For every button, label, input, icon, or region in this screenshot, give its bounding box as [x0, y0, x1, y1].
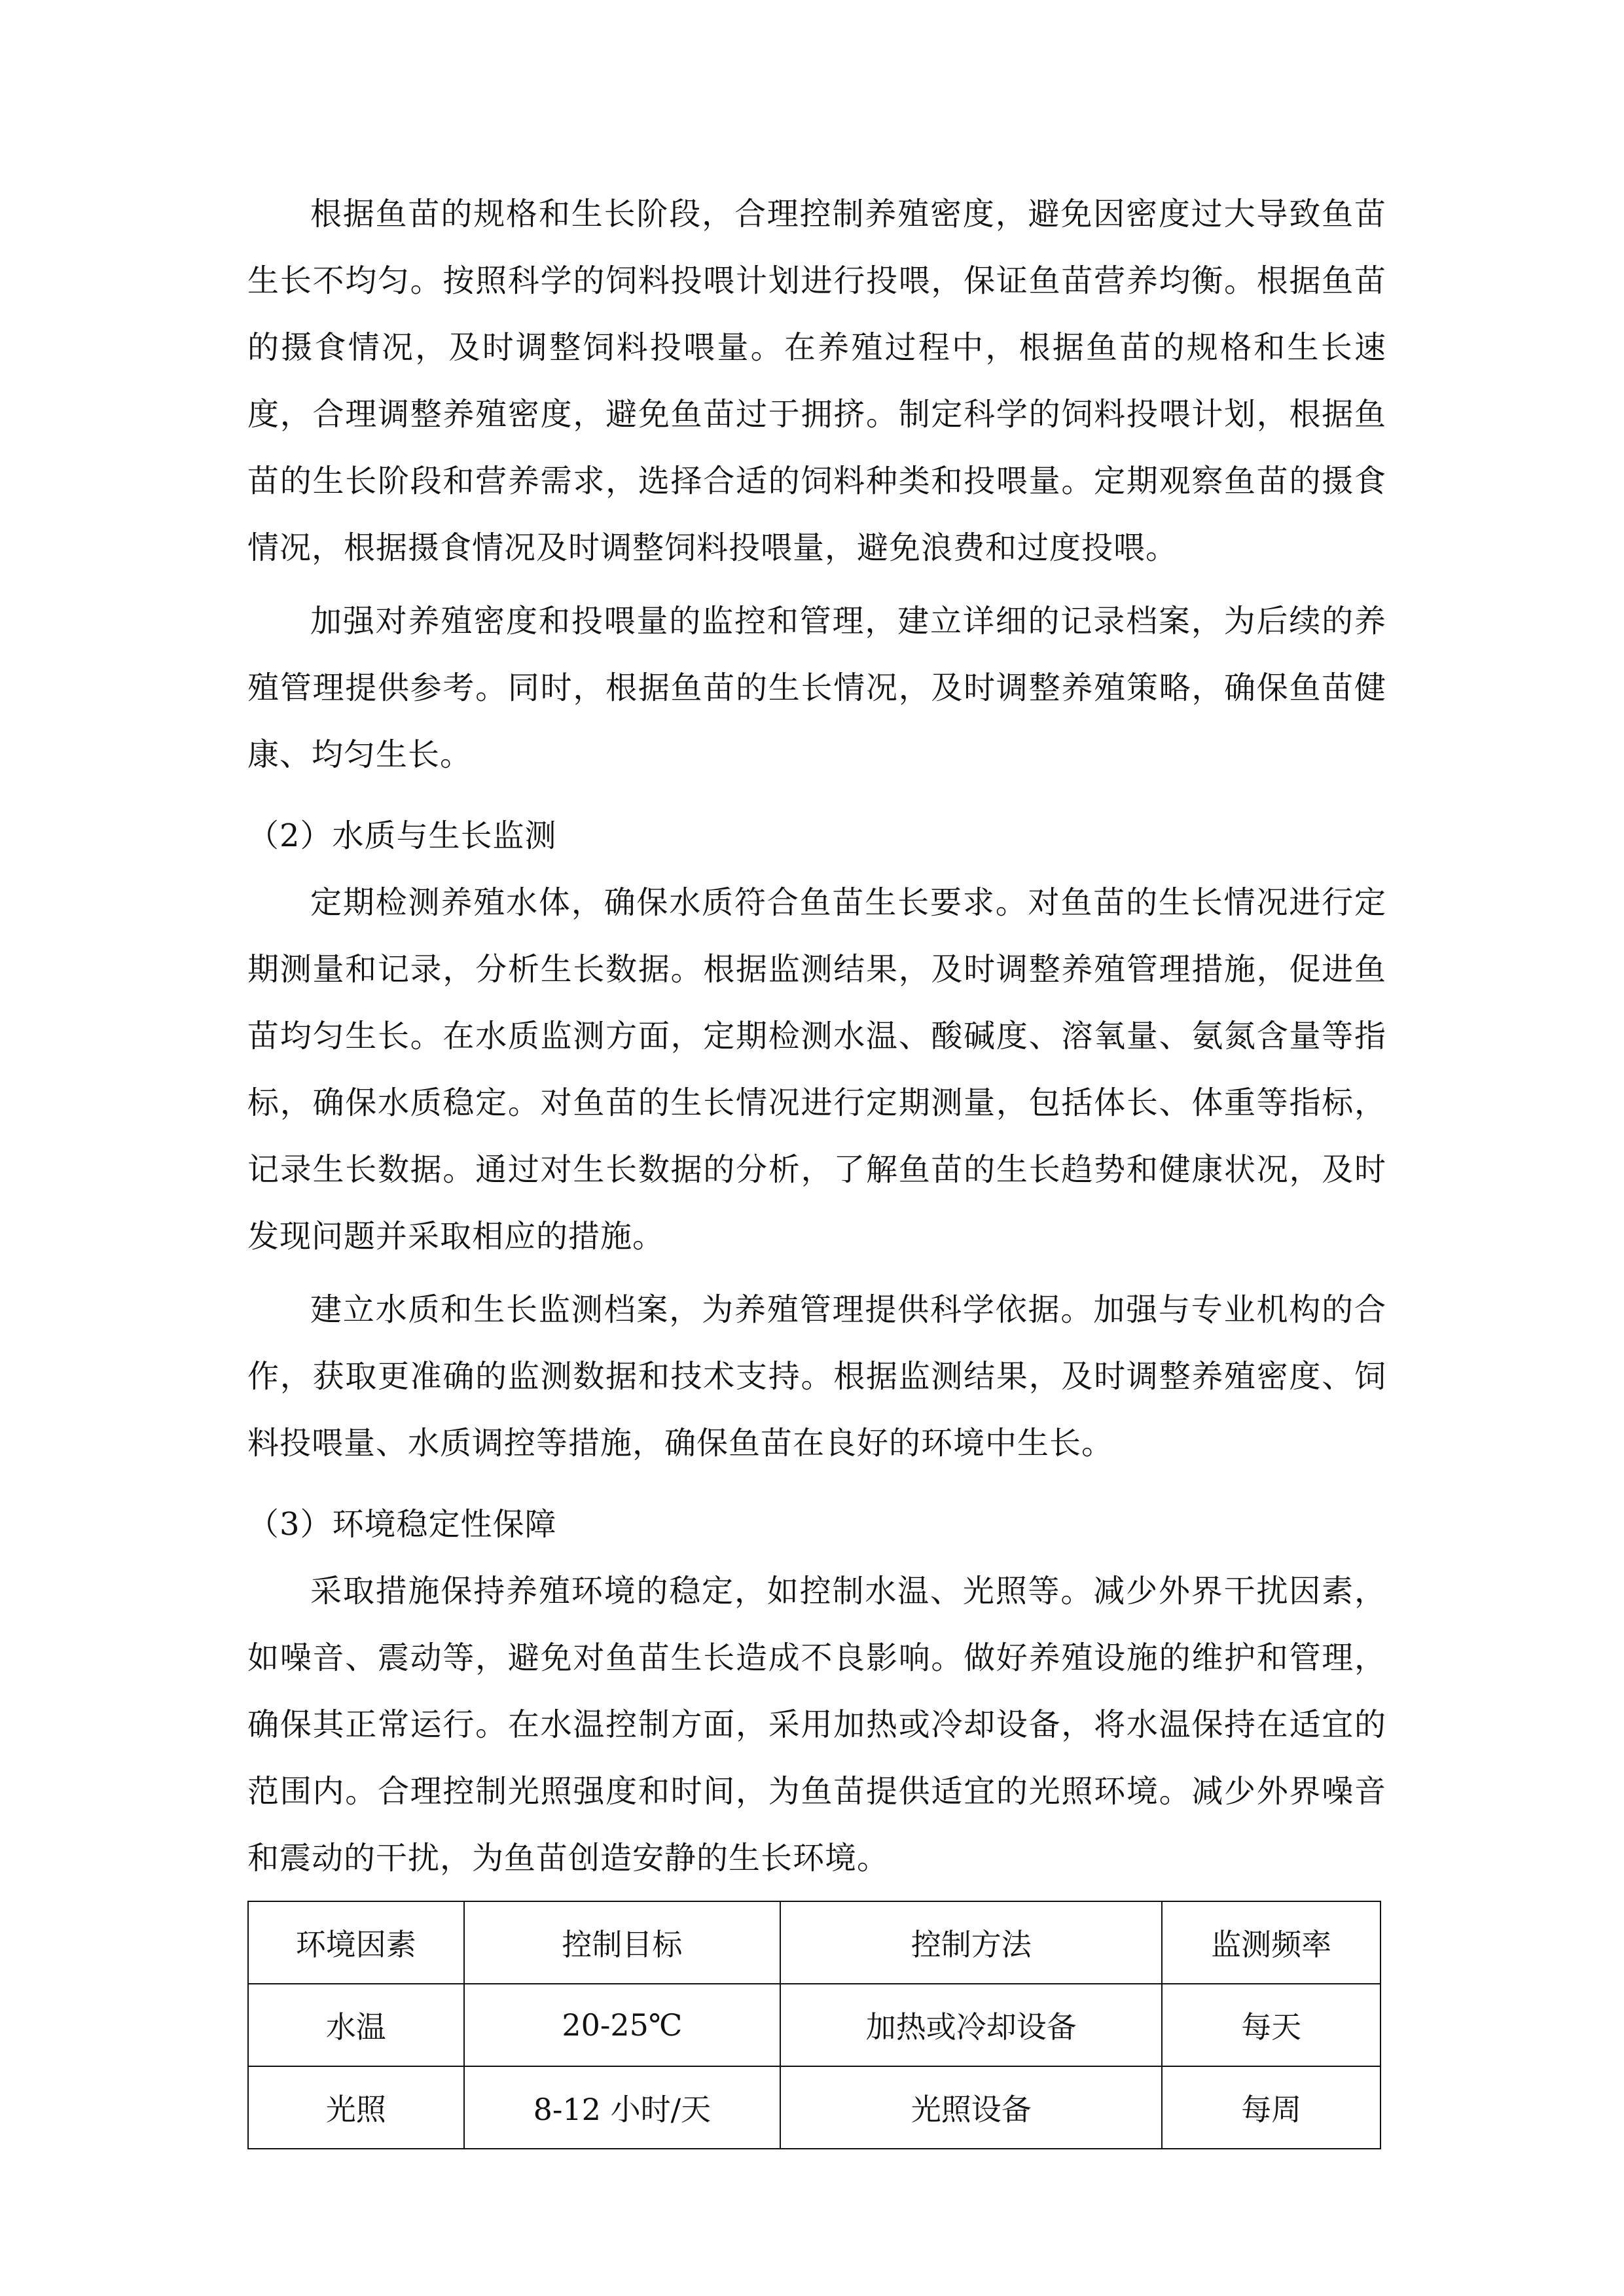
column-header-frequency: 监测频率: [1162, 1901, 1380, 1984]
paragraph-monitoring-records: 加强对养殖密度和投喂量的监控和管理，建立详细的记录档案，为后续的养殖管理提供参考。同时，根据鱼苗的生长情况，及时调整养殖策略，确保鱼苗健康、均匀生长。: [247, 603, 1386, 773]
table-row: [248, 1984, 1380, 2066]
table-row: [248, 2066, 1380, 2149]
table-cell: 光照设备: [780, 2066, 1162, 2149]
column-header-factor: 环境因素: [248, 1901, 464, 1984]
paragraph-density-feeding: 根据鱼苗的规格和生长阶段，合理控制养殖密度，避免因密度过大导致鱼苗生长不均匀。按照科学的饲料投喂计划进行投喂，保证鱼苗营养均衡。根据鱼苗的摄食情况，及时调整饲料投喂量。在养殖过程中，根据鱼苗的规格和生长速度，合理调整养殖密度，避免鱼苗过于拥挤。制定科学的饲料投喂计划，根据鱼苗的生长阶段和营养需求，选择合适的饲料种类和投喂量。定期观察鱼苗的摄食情况，根据摄食情况及时调整饲料投喂量，避免浪费和过度投喂。: [247, 196, 1386, 566]
table-cell: 光照: [248, 2066, 464, 2149]
column-header-method: 控制方法: [780, 1901, 1162, 1984]
table-header-row: [248, 1901, 1380, 1984]
document-page: [247, 181, 1386, 2149]
environment-control-table: [247, 1901, 1381, 2149]
column-header-target: 控制目标: [464, 1901, 780, 1984]
paragraph-water-growth-monitoring: 定期检测养殖水体，确保水质符合鱼苗生长要求。对鱼苗的生长情况进行定期测量和记录，分析生长数据。根据监测结果，及时调整养殖管理措施，促进鱼苗均匀生长。在水质监测方面，定期检测水温、酸碱度、溶氧量、氨氮含量等指标，确保水质稳定。对鱼苗的生长情况进行定期测量，包括体长、体重等指标，记录生长数据。通过对生长数据的分析，了解鱼苗的生长趋势和健康状况，及时发现问题并采取相应的措施。: [247, 884, 1386, 1255]
table-cell: 每天: [1162, 1984, 1380, 2066]
paragraph-monitoring-archive: 建立水质和生长监测档案，为养殖管理提供科学依据。加强与专业机构的合作，获取更准确的监测数据和技术支持。根据监测结果，及时调整养殖密度、饲料投喂量、水质调控等措施，确保鱼苗在良好的环境中生长。: [247, 1291, 1386, 1462]
table-cell: 每周: [1162, 2066, 1380, 2149]
section-heading-water-quality: （2）水质与生长监测: [247, 817, 557, 854]
section-heading-environment-stability: （3）环境稳定性保障: [247, 1506, 557, 1543]
table-cell: 水温: [248, 1984, 464, 2066]
paragraph-environment-control: 采取措施保持养殖环境的稳定，如控制水温、光照等。减少外界干扰因素，如噪音、震动等，避免对鱼苗生长造成不良影响。做好养殖设施的维护和管理，确保其正常运行。在水温控制方面，采用加热或冷却设备，将水温保持在适宜的范围内。合理控制光照强度和时间，为鱼苗提供适宜的光照环境。减少外界噪音和震动的干扰，为鱼苗创造安静的生长环境。: [247, 1573, 1386, 1876]
table-cell: 8-12 小时/天: [464, 2066, 780, 2149]
table-cell: 加热或冷却设备: [780, 1984, 1162, 2066]
table-cell: 20-25℃: [464, 1984, 780, 2066]
